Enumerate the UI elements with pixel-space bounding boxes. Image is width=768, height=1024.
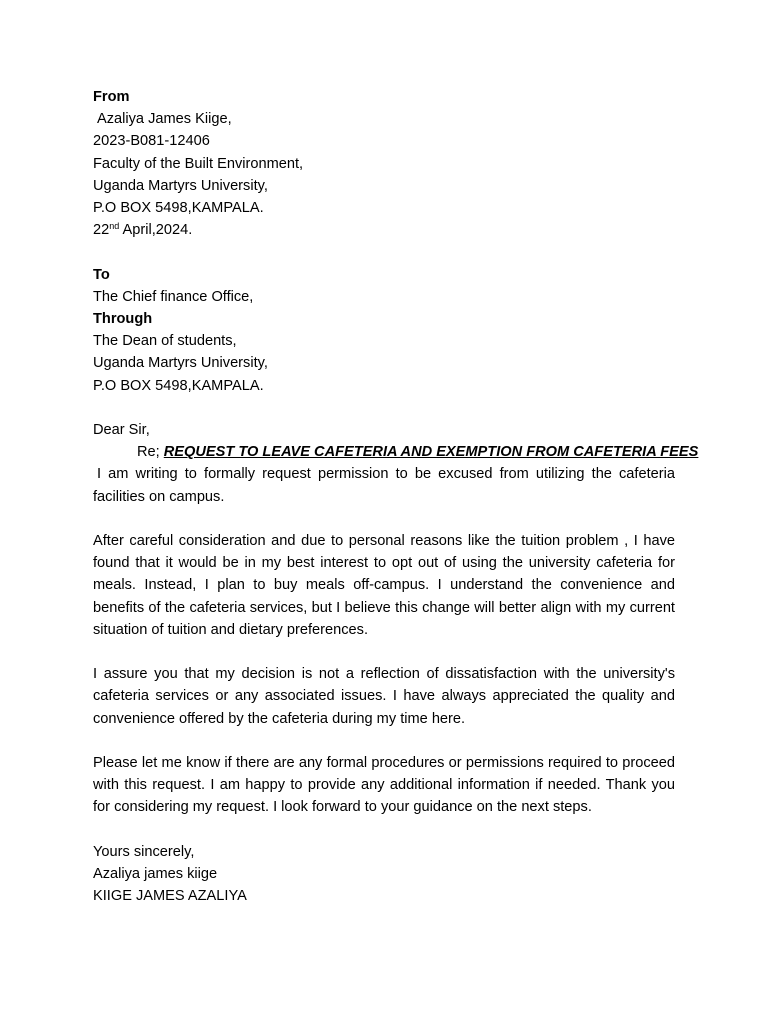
body-paragraph: Please let me know if there are any formal procedures or permissions required to proceed with this request. I am happy to provide any additional information if needed. Thank you for considering my request. I look forward to your guidance on the next steps. xyxy=(93,755,675,816)
full-name: KIIGE JAMES AZALIYA xyxy=(93,888,247,905)
body-paragraph: I assure you that my decision is not a reflection of dissatisfaction with the university's cafeteria services or any associated issues. I have always appreciated the quality and convenience offered by the cafeteria during my time here. xyxy=(93,666,675,727)
letter-page xyxy=(93,86,699,907)
recipient-address: P.O BOX 5498,KAMPALA. xyxy=(93,377,264,394)
sender-block xyxy=(93,86,675,241)
closing-block xyxy=(93,841,675,908)
to-heading: To xyxy=(93,266,110,283)
through-recipient: The Dean of students, xyxy=(93,333,237,350)
body-paragraph: After careful consideration and due to personal reasons like the tuition problem , I have found that it would be in my best interest to opt out of using the university cafeteria for meals. Instead, I plan to buy meals off-campus. I understand the convenience and benefits of the cafeteria services, but I believe this change will better align with my current situation of tuition and dietary preferences. xyxy=(93,533,675,638)
salutation: Dear Sir, xyxy=(93,422,150,439)
body-paragraph: I am writing to formally request permission to be excused from utilizing the cafeteria facilities on campus. xyxy=(93,466,675,505)
recipient-block xyxy=(93,264,675,397)
recipient-name: The Chief finance Office, xyxy=(93,288,254,305)
sender-address: P.O BOX 5498,KAMPALA. xyxy=(93,200,264,217)
sender-university: Uganda Martyrs University, xyxy=(93,177,268,194)
recipient-university: Uganda Martyrs University, xyxy=(93,355,268,372)
sender-name: Azaliya James Kiige, xyxy=(97,111,232,128)
date-day: 22 xyxy=(93,222,110,239)
signature-name: Azaliya james kiige xyxy=(93,866,218,883)
letter-date xyxy=(93,219,675,241)
through-heading: Through xyxy=(93,311,153,328)
date-suffix: nd xyxy=(109,221,120,232)
subject-line xyxy=(93,441,699,463)
from-heading: From xyxy=(93,89,130,105)
sender-faculty: Faculty of the Built Environment, xyxy=(93,155,304,172)
sign-off: Yours sincerely, xyxy=(93,843,195,860)
sender-reg-number: 2023-B081-12406 xyxy=(93,133,210,150)
re-prefix: Re; xyxy=(137,444,164,461)
letter-subject: REQUEST TO LEAVE CAFETERIA AND EXEMPTION FROM CAFETERIA FEES xyxy=(163,444,699,461)
date-rest: April,2024. xyxy=(119,222,193,239)
